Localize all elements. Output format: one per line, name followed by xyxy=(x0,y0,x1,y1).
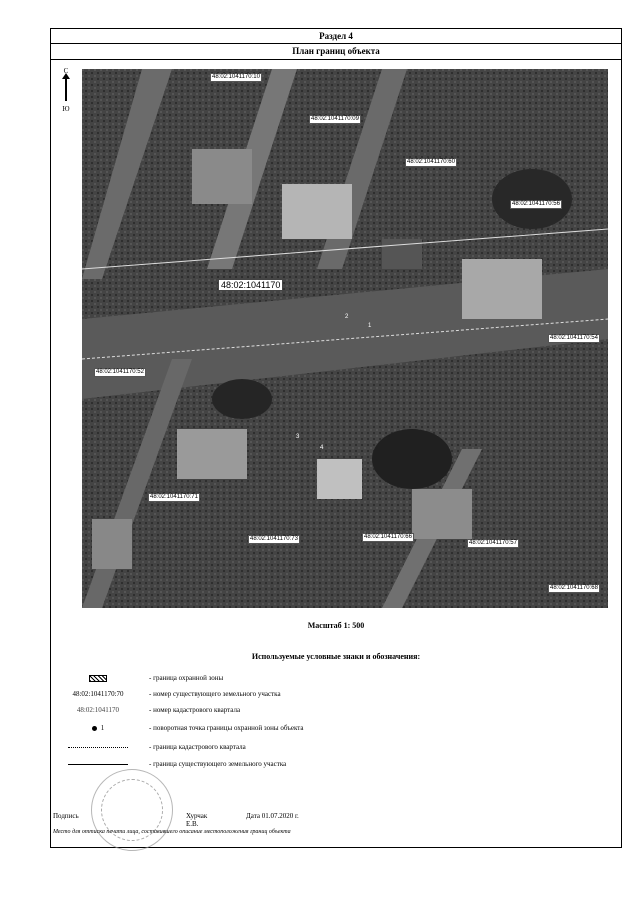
legend-item: 48:02:1041170 - номер кадастрового квартала xyxy=(76,706,241,714)
signature-label: Подпись xyxy=(53,812,79,820)
legend-item: 48:02:1041170:70 - номер существующего земельного участка xyxy=(72,690,281,698)
quarter-label: 48:02:1041170 xyxy=(218,279,283,291)
parcel-label: 48:02:1041170:10 xyxy=(212,74,260,80)
stamp-footnote: Место для оттиска печати лица, составившего описание местоположения границ объекта xyxy=(53,829,291,835)
map-scale: Масштаб 1: 500 xyxy=(307,621,365,630)
signer-name: Хурчак Е.В. xyxy=(186,812,208,828)
solid-line-icon xyxy=(68,764,128,765)
parcel-label: 48:02:1041170:73 xyxy=(250,536,298,542)
parcel-label: 48:02:1041170:56 xyxy=(512,201,560,207)
north-arrow-shaft xyxy=(65,77,67,101)
plan-title: План границ объекта xyxy=(51,43,621,60)
dotted-line-icon xyxy=(68,747,128,748)
boundary-point: 2 xyxy=(345,314,349,320)
legend-item: - граница охранной зоны xyxy=(51,674,621,688)
compass-south: Ю xyxy=(62,105,70,113)
parcel-label: 48:02:1041170:54 xyxy=(550,335,598,341)
point-dot-icon xyxy=(92,726,97,731)
satellite-map xyxy=(82,69,608,608)
legend-title: Используемые условные знаки и обозначения: xyxy=(251,652,421,661)
section-header: Раздел 4 xyxy=(51,29,621,44)
parcel-label: 48:02:1041170:71 xyxy=(150,494,198,500)
hatch-symbol-icon xyxy=(89,675,107,682)
parcel-label: 48:02:1041170:66 xyxy=(364,534,412,540)
compass-icon xyxy=(59,67,73,147)
document-frame xyxy=(50,28,622,848)
parcel-label: 48:02:1041170:60 xyxy=(407,159,455,165)
boundary-point: 3 xyxy=(296,434,300,440)
legend-item: - граница кадастрового квартала xyxy=(51,743,621,757)
legend-item: 1 - поворотная точка границы охранной зоны объекта xyxy=(51,724,621,738)
parcel-label: 48:02:1041170:09 xyxy=(311,116,359,122)
map-imagery xyxy=(82,69,608,608)
parcel-label: 48:02:1041170:68 xyxy=(550,585,598,591)
boundary-point: 4 xyxy=(320,445,324,451)
compass-north: С xyxy=(63,67,69,75)
signature-date: Дата 01.07.2020 г. xyxy=(246,812,299,820)
parcel-label: 48:02:1041170:52 xyxy=(96,369,144,375)
legend-item: - граница существующего земельного участка xyxy=(51,760,621,774)
boundary-point: 1 xyxy=(368,323,372,329)
parcel-label: 48:02:1041170:57 xyxy=(469,540,517,546)
